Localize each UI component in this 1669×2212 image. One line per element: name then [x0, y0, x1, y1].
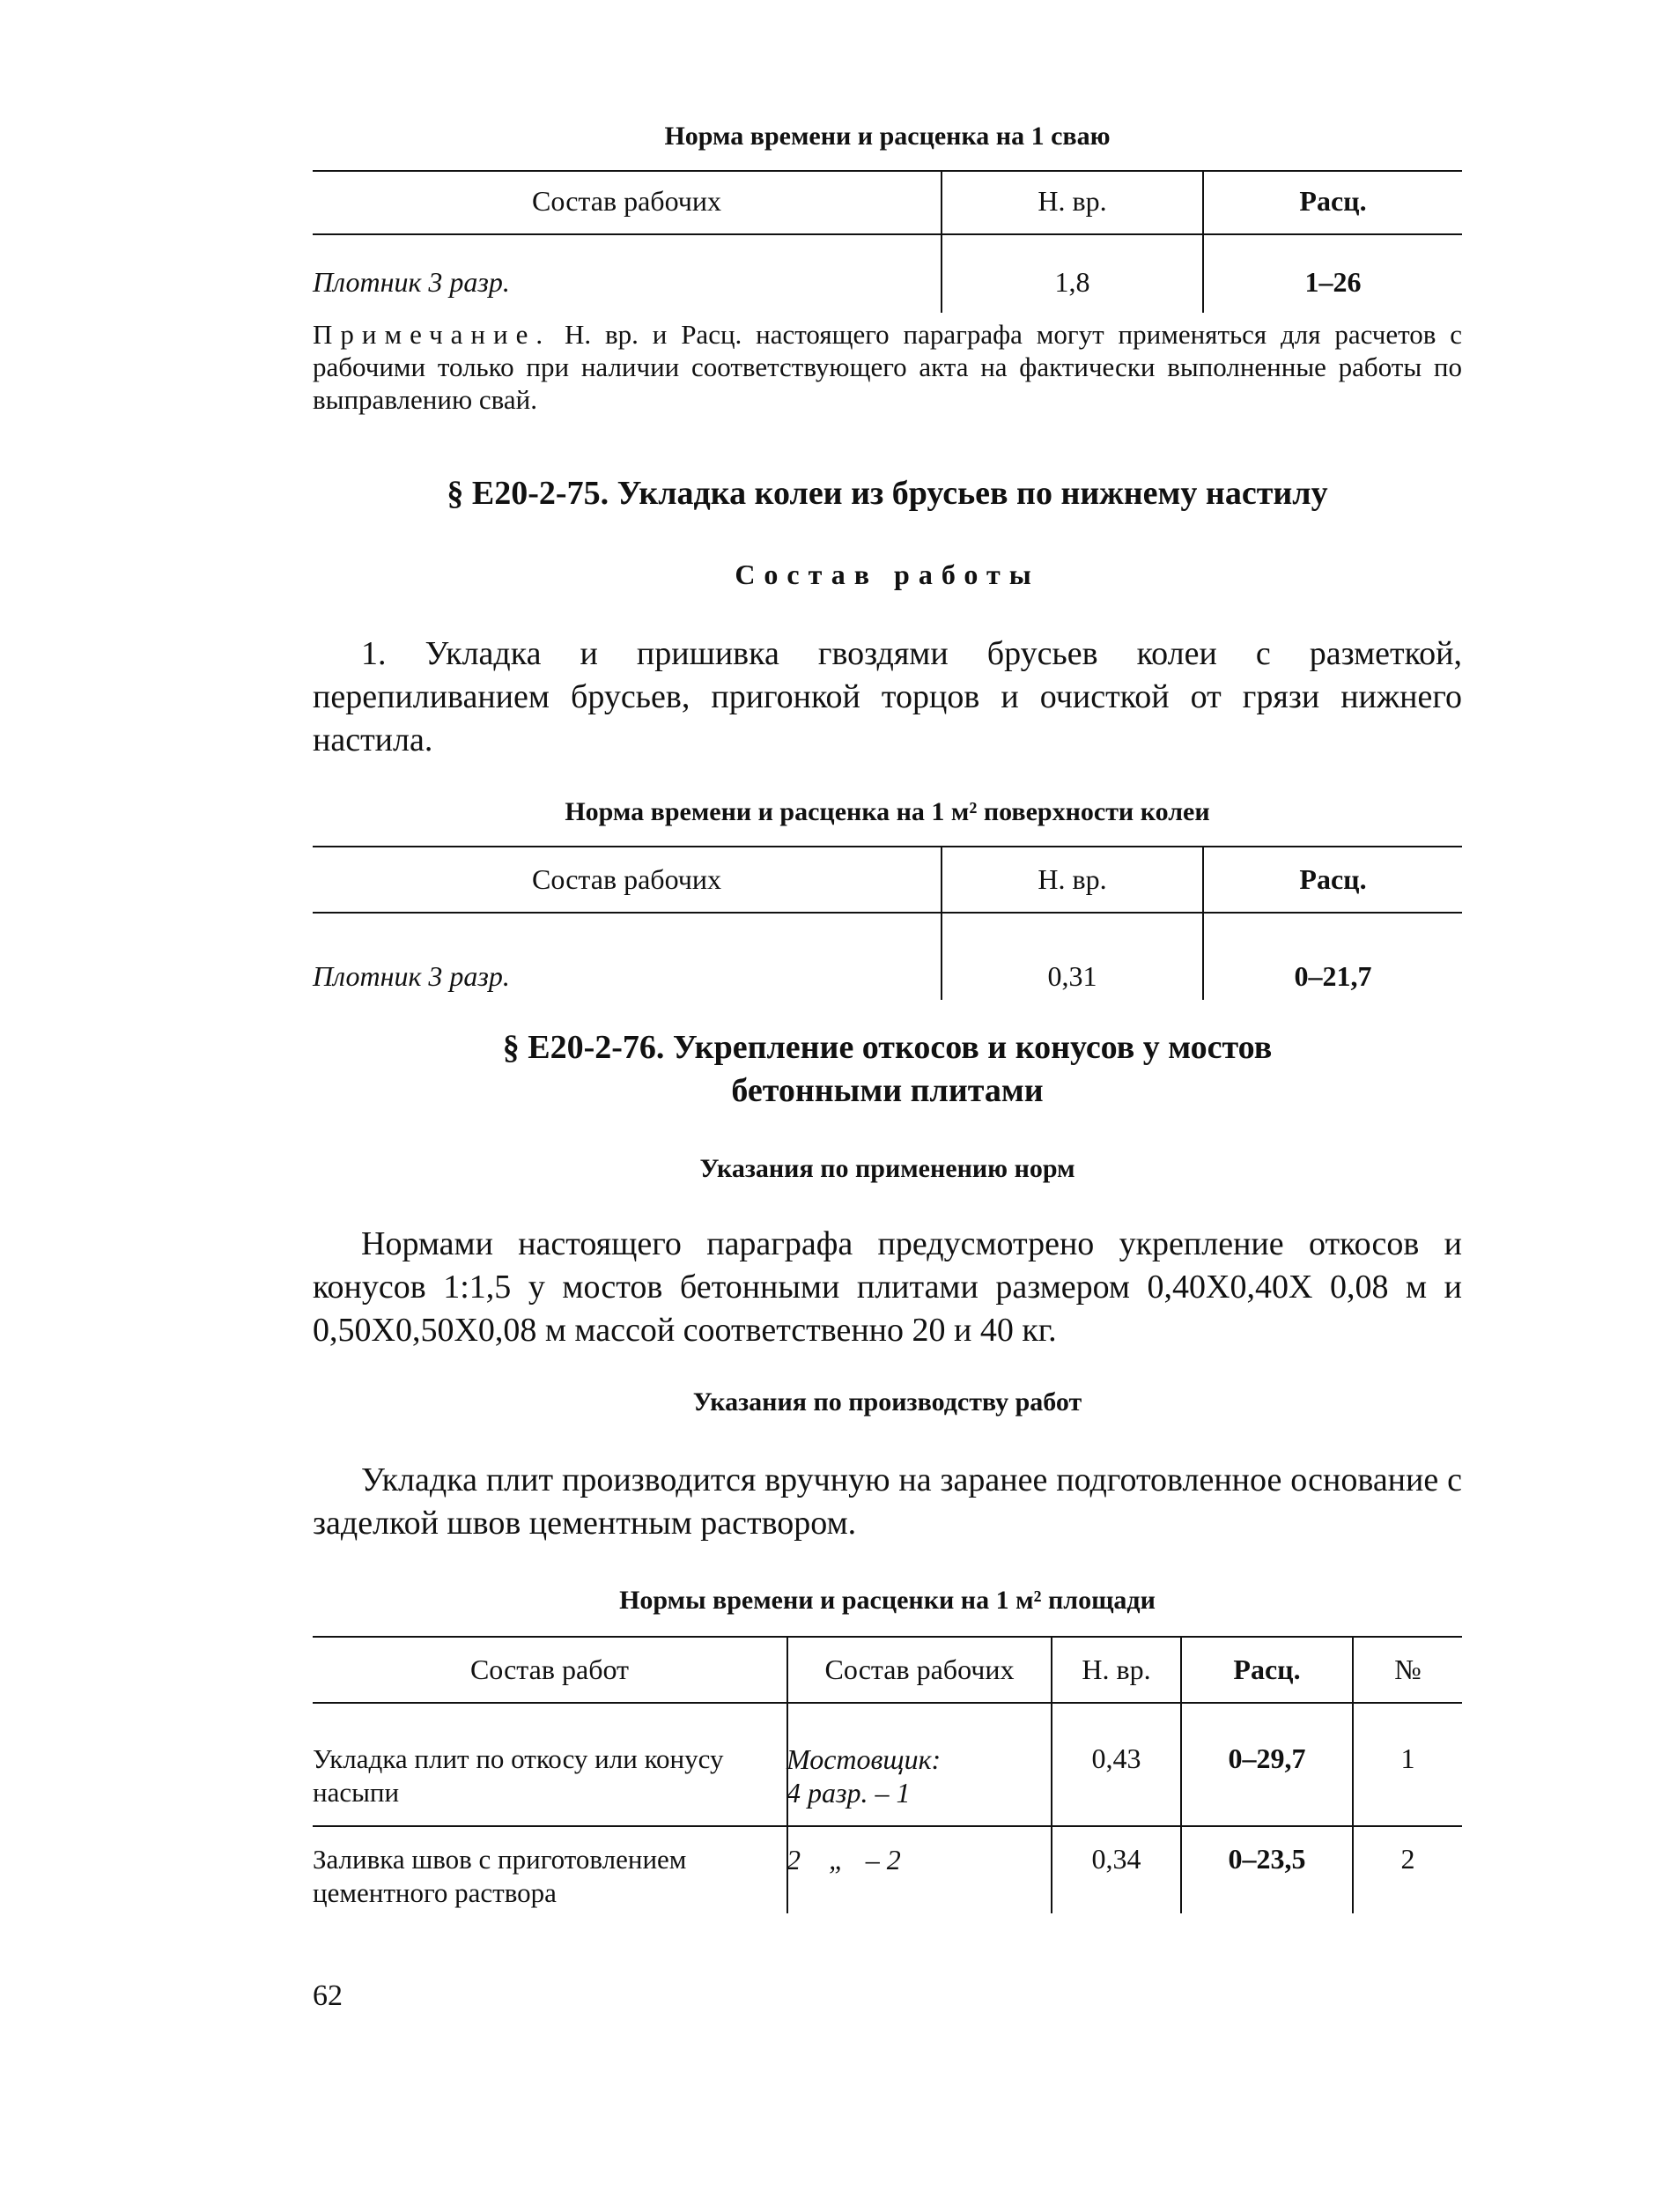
table3-header-norm: Н. вр. — [1082, 1653, 1151, 1685]
table3-header-rule — [313, 1702, 1462, 1704]
table3-row1-rate: 0–29,7 — [1228, 1742, 1306, 1774]
note — [313, 318, 1462, 416]
table2-cell-norm: 0,31 — [1047, 960, 1097, 992]
table3-top-rule — [313, 1636, 1462, 1638]
table3-caption: Нормы времени и расценки на 1 м² площади — [619, 1586, 1156, 1615]
table3-header-rate: Расц. — [1233, 1653, 1301, 1685]
table2-header-workers: Состав рабочих — [532, 863, 721, 895]
section76-prod-text: Укладка плит производится вручную на заранее подготовленное основание с заделкой швов цементным раствором. — [313, 1461, 1462, 1542]
section76-title-line1: § Е20-2-76. Укрепление откосов и конусов у мостов — [502, 1029, 1273, 1066]
table2-cell-rate: 0–21,7 — [1294, 960, 1372, 992]
table1-top-rule — [313, 170, 1462, 172]
table3-row2-rate: 0–23,5 — [1228, 1843, 1306, 1875]
table3-row2-norm: 0,34 — [1091, 1843, 1141, 1875]
table3-row2-workers: 2 „ – 2 — [786, 1844, 901, 1875]
table3-row2-work: Заливка швов с приготовлением цементного раствора — [313, 1844, 687, 1908]
table3-row1-workers-line2: 4 разр. – 1 — [786, 1777, 911, 1809]
table3-header-work: Состав работ — [469, 1653, 630, 1685]
page-number: 62 — [313, 1979, 343, 2012]
section75-work-heading: Состав работы — [735, 559, 1040, 590]
table3-header-num: № — [1394, 1653, 1422, 1685]
table3-row1-workers — [786, 1742, 1049, 1809]
table3-row1-work: Укладка плит по откосу или конусу насыпи — [313, 1743, 724, 1808]
section76-instr-text: Нормами настоящего параграфа предусмотрено укрепление откосов и конусов 1:1,5 у мостов бетонными плитами размером 0,40Х0,40Х 0,08 м и 0,50Х0,50Х0,08 м массой соответственно 20 и 40 кг. — [313, 1225, 1462, 1349]
table1-cell-worker: Плотник 3 разр. — [313, 266, 510, 298]
table1-cell-rate: 1–26 — [1304, 266, 1362, 298]
table1-header-rate: Расц. — [1299, 185, 1367, 217]
table3-header-workers: Состав рабочих — [824, 1653, 1015, 1685]
table2-top-rule — [313, 846, 1462, 847]
section75-title: § Е20-2-75. Укладка колеи из брусьев по нижнему настилу — [447, 475, 1328, 512]
table3-row2-num: 2 — [1400, 1843, 1415, 1875]
table2-header-norm: Н. вр. — [1038, 863, 1107, 895]
section76-title-line2: бетонными плитами — [731, 1072, 1044, 1109]
table3-row1-num: 1 — [1400, 1742, 1415, 1774]
section76-instr-heading: Указания по применению норм — [699, 1154, 1075, 1183]
table1-caption: Норма времени и расценка на 1 сваю — [664, 122, 1111, 151]
section76-prod-heading: Указания по производству работ — [692, 1387, 1082, 1417]
table2-caption: Норма времени и расценка на 1 м² поверхности колеи — [565, 797, 1210, 826]
note-label: Примечание. — [313, 319, 551, 350]
table3-row1-norm: 0,43 — [1091, 1742, 1141, 1774]
table1-header-norm: Н. вр. — [1038, 185, 1107, 217]
table2-header-rate: Расц. — [1299, 863, 1367, 895]
table2-cell-worker: Плотник 3 разр. — [313, 960, 510, 992]
table3-row1-workers-line1: Мостовщик: — [786, 1743, 942, 1775]
note-text: Н. вр. и Расц. настоящего параграфа могут применяться для расчетов с рабочими только при наличии соответствующего акта на фактически выполненные работы по выправлению свай. — [313, 319, 1463, 415]
table1-cell-norm: 1,8 — [1054, 266, 1090, 298]
table2-header-rule — [313, 912, 1462, 914]
table1-header-rule — [313, 233, 1462, 235]
table3-row-rule — [313, 1825, 1462, 1827]
section75-work-item: 1. Укладка и пришивка гвоздями брусьев колеи с разметкой, перепиливанием брусьев, пригонкой торцов и очисткой от грязи нижнего настила. — [313, 635, 1462, 758]
table1-header-workers: Состав рабочих — [532, 185, 721, 217]
